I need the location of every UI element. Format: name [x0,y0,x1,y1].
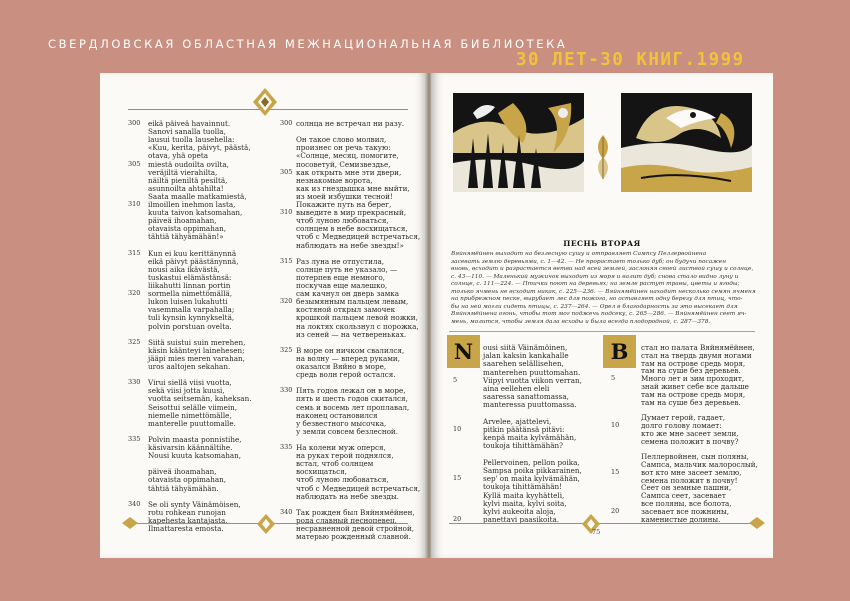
verse-line: eikä päivyt päästänynnä, [148,256,239,266]
line-number: 310 [280,208,293,217]
verse-line: ousi siitä Väinämöinen, [483,343,568,352]
verse-line: aina eellehen eleli [483,384,550,393]
verse-line: на волну — вперед руками, [296,353,401,363]
verse-line: tähtiä tähyämähän!» [148,232,224,242]
verse-line: Пеллервойнен, сын поляны, [641,452,749,462]
verse-line: несравненной девой стройной, [296,524,415,533]
verse-line: Siitä suistui suin merehen, [148,337,246,347]
verse-line: Polvin maasta ponnistihe, [148,434,242,444]
verse-line: uros aaltojen sekahan. [148,362,231,371]
verse-line: солнца не встречал ни разу. [296,119,405,128]
verse-line: lausui tuolla lausehella: [148,135,235,145]
verse-line: выведите в мир прекрасный, [296,208,407,218]
line-number: 5 [453,375,458,384]
verse-line: В море он ничком свалился, [296,345,405,355]
verse-line: сам качнул он дверь замка [296,289,400,299]
verse-line: näiltä pieniltä pesiltä, [148,175,228,185]
corner-ornament-icon [122,517,138,529]
verse-line: рода славный песнопевец, [296,515,397,525]
line-number: 305 [128,159,141,168]
verse-line: костяной открыл замочек [296,305,396,315]
verse-line: крошкой пальцем левой ножки, [296,313,418,323]
line-number: 315 [280,256,293,265]
summary-line: на прибрежном песке, вырубает лес для пожога, но оставляет одну березу для птиц, что- [451,296,743,302]
line-number: 5 [611,374,616,383]
verse-line: произнес он речь такую: [296,143,391,153]
verse-line: солнцем в небе восхищаться, [296,224,408,234]
middle-ornament-line [449,331,755,332]
bottom-ornament-line-right [449,523,759,524]
line-number: 325 [280,345,293,354]
verse-line: otavaista oppimahan, [148,475,227,485]
bottom-diamond-ornament-icon [256,513,276,535]
verse-line: kapehesta kantajasta, [148,515,228,525]
line-number: 20 [611,506,620,515]
verse-line: из моей избушки тесной! [296,191,393,201]
verse-line: jääpi mies meren varahan, [148,353,245,363]
line-number: 330 [128,378,141,387]
verse-line: saarehen selällisehen, [483,359,564,369]
illustration-bird-over-sea [621,93,752,192]
page-number: 75 [592,528,601,536]
verse-line: otava, yhä opeta [148,151,209,161]
verse-line: Kyllä maita kyyhätteli, [483,490,565,500]
line-number: 10 [611,421,620,429]
verse-line: семена положит в почву! [641,475,738,485]
verse-line: семена положит в почву? [641,436,739,446]
verse-line: наконец остановился [296,410,378,420]
verse-line: На колени муж оперся, [296,443,386,452]
left-page [100,73,427,558]
summary-line: Вяйнямёйнен выходит на безлесную сушу и отправляет Сампсу Пеллервойнена [451,251,707,257]
verse-line: потерпев еще немного, [296,272,385,282]
verse-line: средь волн герой остался. [296,370,396,380]
summary-line: Вяйнямёйнена огонь, чтобы тот мог поджечь подсеку, с. 265—286. — Вяйнямёйнен сеет яч- [451,311,747,317]
line-number: 300 [128,119,141,127]
corner-ornament-right-icon [749,517,765,529]
line-number: 310 [128,200,141,208]
verse-line: поскучав еще малешко, [296,281,388,290]
verse-line: lukon luisen lukahutti [148,297,228,307]
drop-cap-letter-n: N [449,337,478,366]
verse-line: посоветуй, Семизвездье, [296,159,391,169]
summary-line: мень, молится, чтобы земля дала всходы и была всегда плодородной, с. 287—378. [451,318,711,325]
verse-line: знай живет себе все дальше [641,382,749,391]
verse-line: незнакомые ворота, [296,175,373,185]
verse-line: käsin käänteyi lainehesen; [148,345,245,355]
verse-line: liikahutti linnan portin [148,281,231,290]
verse-line: rotu rohkean runojan [148,507,226,517]
verse-line: tuli kynsin kynnykseltä, [148,313,235,323]
leaf-ornament-icon [591,133,615,181]
line-number: 330 [280,386,293,395]
verse-line: оказался Вяйно в море, [296,362,387,371]
verse-line: kuuta taivon katsomahan, [148,208,243,218]
verse-line: sormella nimettömällä, [148,289,233,299]
verse-line: Сампса сеет, засевает [641,491,726,501]
verse-line: jalan kaksin kankahalle [483,351,569,361]
line-number: 335 [280,443,293,451]
verse-line: Saata maalle matkamiestä, [148,191,247,201]
verse-line: manterehen puuttomahan. [483,367,581,377]
line-number: 15 [611,467,620,476]
verse-line: у земли совсем безлесной. [296,426,399,436]
verse-line: семь и восемь лет проплавал, [296,402,410,412]
summary-line: солнце, с. 111—224. — Птички поют на деревьях; на земле растут травы, цветы и ягоды; [451,281,740,287]
verse-line: kylvi aukeoita aloja, [483,507,556,516]
illustration-forest-bird [453,93,584,192]
summary-line: только ячмень не всходит никак, с. 225—236. — Вяйнямёйнен находит несколько семян ячменя [451,288,756,295]
verse-line: asunnoilta ahtahilta! [148,183,224,193]
verse-line: päiveä ihoamahan, [148,216,217,226]
verse-line: восхищаться, [296,467,347,477]
summary-line: вновь, всходит и разрастается ветви над всей землей, заслоняя своей листвой сушу и солнце, [451,266,754,272]
verse-line: все поляны, все болота, [641,499,732,508]
verse-line: saaressa sanattomassa, [483,392,569,402]
verse-line: «Солнце, месяц, помогите, [296,151,399,161]
verse-line: стал но палата Вяйнямёйнен, [641,343,755,352]
verse-line: чтоб луною любоваться, [296,475,389,485]
verse-line: kylvi maita, kylvi soita, [483,498,567,508]
summary-line: бы на ней могли сидеть птицы, с. 237—264. — Орел в благодарность за это высекает для [451,303,738,310]
verse-line: засевает все пожнины, [641,506,730,516]
verse-line: Так рожден был Вяйнямёйнен, [296,507,415,517]
verse-line: Он такое слово молвил, [296,135,387,145]
verse-line: Arvelee, ajattelevi, [483,416,552,426]
verse-line: Se oli synty Väinämöisen, [148,499,241,509]
verse-line: Pellervoinen, pellon poika, [483,457,580,467]
line-number: 315 [128,248,141,257]
verse-line: otavaista oppimahan, [148,224,227,234]
verse-line: ilmoillen inehmon lasta, [148,200,236,209]
verse-line: там на острове средь моря, [641,358,746,368]
verse-line: toukoja tihittämähän? [483,441,563,451]
verse-line: безымянным пальцем левым, [296,297,409,307]
verse-line: tuskastui elämästänsä: [148,272,232,282]
verse-line: manteressa puuttomassa. [483,400,577,410]
verse-line: Virui siellä viisi vuotta, [148,378,232,388]
line-number: 305 [280,167,293,176]
line-number: 10 [453,425,462,433]
line-number: 20 [453,515,462,524]
verse-line: Сеет он земные пашни, [641,483,732,493]
verse-line: toukoja tihittämähän! [483,482,563,492]
verse-line: polvin porstuan ovelta. [148,321,232,331]
verse-line: из сеней — на четвереньках. [296,329,407,339]
verse-line: «Kuu, kerita, päivyt, päästä, [148,143,251,153]
diamond-ornament-icon [252,87,278,117]
verse-line: käsivarsin käännältihe. [148,443,233,452]
verse-line: tähtiä tähyämähän. [148,483,219,493]
verse-line: встал, чтоб солнцем [296,459,374,469]
verse-line: Ilmattaresta emosta. [148,524,224,533]
verse-line: наблюдать на небе звезды. [296,491,399,501]
verse-line: kenpä maita kylvämähän, [483,433,577,443]
verse-line: Viipyi vuotta viikon verran, [483,375,582,385]
verse-line: Покажите путь на берег, [296,200,392,209]
verse-line: vasemmalla varpahalla; [148,305,235,315]
verse-line: Sampsa poika pikkarainen, [483,466,582,475]
verse-line: manterelle puuttomalle. [148,418,236,428]
verse-line: долго голову ломает: [641,421,722,430]
line-number: 300 [280,119,293,127]
verse-line: на руках герой поднялся, [296,451,394,461]
verse-line: Nousi kuuta katsomahan, [148,451,242,461]
verse-line: вот кто мне засеет землю, [641,467,742,477]
line-number: 320 [128,289,141,298]
line-number: 15 [453,474,462,483]
verse-line: nousi aika ikävästä, [148,264,220,274]
verse-line: там на суше без деревьев. [641,397,741,407]
verse-line: Раз луна не отпустила, [296,256,385,266]
drop-cap-letter-v: В [605,337,634,366]
verse-line: как из гнездышка мне выйти, [296,183,410,193]
verse-line: päiveä ihoamahan, [148,467,217,477]
verse-line: Sanovi sanalla tuolla, [148,127,226,137]
verse-line: Пять годов лежал он в море, [296,386,406,396]
verse-line: там на суше без деревьев. [641,366,741,376]
verse-line: наблюдать на небе звезды!» [296,240,404,250]
verse-line: чтоб луною любоваться, [296,216,389,226]
verse-line: солнце путь не указало, — [296,264,398,274]
verse-line: у безвестного мысочка, [296,418,387,428]
line-number: 325 [128,337,141,346]
verse-line: panettavi paasikoita. [483,515,560,525]
line-number: 340 [128,499,141,508]
verse-line: sekä viisi jotta kuusi, [148,386,225,396]
verse-line: Kun ei kuu kerittänynnä [148,248,237,258]
page-header-subtitle: 30 ЛЕТ-30 КНИГ.1999 [516,50,745,70]
verse-line: как открыть мне эти двери, [296,167,402,177]
drop-cap-finnish [447,335,480,368]
line-number: 340 [280,507,293,516]
verse-line: чтоб с Медведицей встречаться, [296,232,421,242]
verse-line: miestä oudoilta ovilta, [148,159,229,169]
verse-line: sep' on maita kylvämähän, [483,474,580,484]
summary-line: с. 43—110. — Маленький мужичок выходит из моря и валит дуб; снова стало видно луну и [451,273,739,280]
verse-line: Думает герой, гадает, [641,413,726,423]
page-header-title: СВЕРДЛОВСКАЯ ОБЛАСТНАЯ МЕЖНАЦИОНАЛЬНАЯ БИБЛИОТЕКА [48,37,568,51]
verse-line: на локтях скользнул с порожка, [296,321,419,331]
open-book-scan [100,73,773,558]
verse-line: niemelle nimettömälle, [148,410,232,420]
verse-line: кто же мне засеет земли, [641,428,739,438]
verse-line: Seisottui selälle viimein, [148,402,238,412]
verse-line: матерью рожденный славной. [296,532,411,542]
verse-line: veräjiltä vierahilta, [148,167,218,177]
verse-line: там на острове средь моря, [641,389,746,399]
summary-line: засевать землю деревьями, с. 1—42. — Не прорастает только дуб; он будучи посажен [451,258,727,265]
verse-line: pitkin päätänsä pitävi: [483,425,565,434]
verse-line: стал на твердь двумя ногами [641,350,752,360]
right-page [431,73,773,558]
verse-line: eikä päiveä havainnut. [148,119,231,128]
song-title: ПЕСНЬ ВТОРАЯ [563,239,641,248]
verse-line: Много лет и зим проходит, [641,374,745,384]
line-number: 320 [280,297,293,306]
verse-line: чтоб с Медведицей встречаться, [296,483,421,493]
verse-line: пять и шесть годов скитался, [296,394,408,404]
verse-line: Сампса, мальчик малорослый, [641,460,758,469]
verse-line: vuotta seitsemän, kaheksan. [148,394,252,404]
line-number: 335 [128,434,141,443]
drop-cap-russian [603,335,636,368]
verse-line: каменистые долины. [641,514,721,524]
